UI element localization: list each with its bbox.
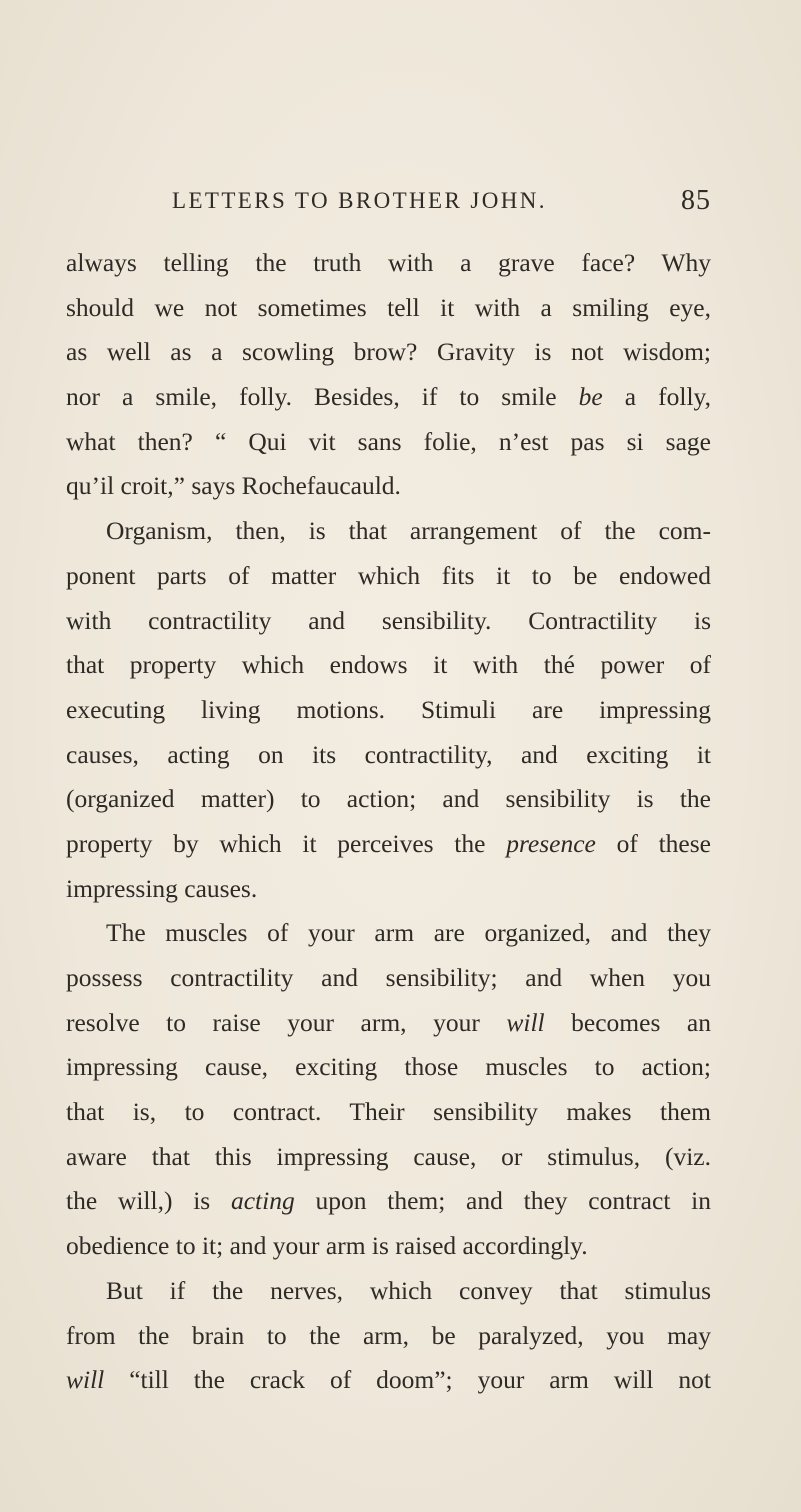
running-head — [166, 185, 711, 218]
text-line — [66, 956, 711, 1001]
text-segment: that is, to contract. Their sensibility makes them — [66, 1097, 711, 1127]
text-segment: with contractility and sensibility. Contractility is — [66, 605, 711, 635]
text-segment: obedience to it; and your arm is raised accordingly. — [66, 1231, 588, 1261]
text-line — [66, 375, 711, 420]
text-segment: nor a smile, folly. Besides, if to smile — [66, 382, 579, 412]
text-line — [66, 643, 711, 688]
text-segment: ponent parts of matter which fits it to be endowed — [66, 560, 711, 590]
text-segment: possess contractility and sensibility; and when you — [66, 963, 711, 992]
text-line — [66, 822, 711, 867]
text-line — [66, 554, 711, 599]
text-segment: (organized matter) to action; and sensibility is the — [66, 784, 711, 814]
text-line — [66, 867, 711, 912]
text-line — [66, 1045, 711, 1090]
text-segment: “till the crack of doom”; your arm will not — [104, 1365, 711, 1395]
text-segment: from the brain to the arm, be paralyzed, you may — [66, 1320, 711, 1350]
text-line — [66, 1090, 711, 1135]
text-line — [66, 911, 711, 956]
text-line — [66, 1358, 711, 1403]
text-segment: should we not sometimes tell it with a smiling eye, — [66, 292, 711, 322]
text-line — [66, 1269, 711, 1314]
italic-word: acting — [230, 1186, 295, 1216]
text-segment: resolve to raise your arm, your — [66, 1007, 507, 1037]
text-line — [66, 286, 711, 331]
text-segment: what then? “ Qui vit sans folie, n’est pas si sage — [66, 426, 711, 456]
text-segment: qu’il croit,” says Rochefaucauld. — [66, 471, 401, 501]
italic-word: presence — [506, 828, 596, 858]
text-line — [66, 1179, 711, 1224]
text-line — [66, 420, 711, 465]
text-line — [66, 464, 711, 509]
text-segment: causes, acting on its contractility, and exciting it — [66, 739, 711, 769]
italic-word: will — [66, 1365, 105, 1395]
page-number: 85 — [681, 185, 711, 216]
text-segment: impressing cause, exciting those muscles to action; — [66, 1052, 711, 1082]
text-line — [66, 241, 711, 286]
text-line — [66, 777, 711, 822]
text-segment: impressing causes. — [66, 873, 258, 903]
italic-word: will — [506, 1007, 545, 1037]
text-segment: of these — [595, 828, 711, 858]
text-line — [66, 330, 711, 375]
text-segment: aware that this impressing cause, or stimulus, (viz. — [66, 1141, 711, 1171]
running-title: LETTERS TO BROTHER JOHN. — [172, 188, 547, 213]
text-segment: always telling the truth with a grave face? Why — [66, 248, 711, 277]
text-segment: executing living motions. Stimuli are impressing — [66, 694, 711, 724]
text-segment: as well as a scowling brow? Gravity is not wisdom; — [66, 337, 711, 367]
text-segment: Organism, then, is that arrangement of the com- — [106, 516, 711, 546]
text-line — [66, 688, 711, 733]
text-segment: a folly, — [602, 382, 711, 412]
text-line — [66, 1135, 711, 1180]
text-segment: upon them; and they contract in — [294, 1186, 711, 1216]
text-line — [66, 509, 711, 554]
text-segment: that property which endows it with thé power of — [66, 650, 711, 680]
italic-word: be — [578, 382, 603, 412]
text-segment: the will,) is — [66, 1186, 231, 1216]
text-segment: becomes an — [544, 1007, 711, 1037]
text-line — [66, 1224, 711, 1269]
text-segment: But if the nerves, which convey that stimulus — [106, 1275, 711, 1305]
text-segment: property by which it perceives the — [66, 828, 507, 858]
text-segment: The muscles of your arm are organized, and they — [106, 918, 711, 948]
body-text — [66, 241, 711, 1403]
text-line — [66, 1001, 711, 1046]
text-line — [66, 599, 711, 644]
text-line — [66, 1314, 711, 1359]
text-line — [66, 733, 711, 778]
